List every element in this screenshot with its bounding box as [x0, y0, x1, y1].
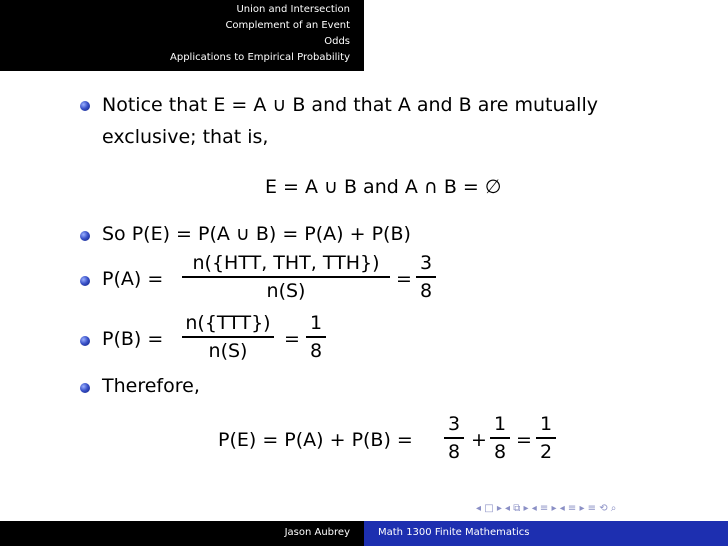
bullet3-fraction — [182, 252, 390, 302]
bullet-icon — [80, 383, 90, 393]
bullet-icon — [80, 231, 90, 241]
fraction-bar — [490, 437, 510, 439]
footer-bar — [0, 521, 728, 546]
display2-lhs: P(E) = P(A) + P(B) = — [218, 429, 413, 451]
section-link-complement[interactable]: Complement of an Event — [225, 20, 350, 31]
display2-f2-den: 8 — [493, 440, 507, 463]
bullet3-lhs: P(A) = — [102, 268, 164, 290]
footer-author: Jason Aubrey — [284, 527, 350, 538]
footer-author-box — [0, 521, 364, 546]
footer-course-box — [364, 521, 728, 546]
bullet4-lhs: P(B) = — [102, 328, 164, 350]
bullet4-result-num: 1 — [309, 312, 323, 334]
header-bar — [0, 0, 728, 71]
display2-fraction-3 — [536, 413, 556, 463]
display2-fraction-1 — [444, 413, 464, 463]
footer-course: Math 1300 Finite Mathematics — [378, 527, 530, 538]
bullet4-equals: = — [284, 328, 300, 350]
bullet-icon — [80, 276, 90, 286]
bullet4-result-den: 8 — [309, 339, 323, 362]
bullet4-fraction — [182, 312, 274, 362]
bullet4-numerator: n({TTT}) — [185, 312, 271, 334]
display2-equals: = — [516, 429, 532, 451]
fraction-bar — [182, 336, 274, 338]
section-link-empirical[interactable]: Applications to Empirical Probability — [170, 52, 350, 63]
display-equation-1: E = A ∪ B and A ∩ B = ∅ — [265, 176, 502, 198]
section-link-union-intersection[interactable]: Union and Intersection — [236, 4, 350, 15]
bullet4-result — [306, 312, 326, 362]
bullet3-result-den: 8 — [419, 279, 433, 302]
display2-f3-den: 2 — [539, 440, 553, 463]
display2-fraction-2 — [490, 413, 510, 463]
beamer-navigation-bar[interactable]: ◂ □ ▸ ◂ ⧉ ▸ ◂ ≡ ▸ ◂ ≡ ▸ ≡ ⟲ ⌕ — [476, 503, 617, 514]
bullet3-result — [416, 252, 436, 302]
fraction-bar — [444, 437, 464, 439]
bullet3-denominator: n(S) — [266, 279, 306, 302]
section-navigation — [0, 0, 364, 71]
bullet1-line1: Notice that E = A ∪ B and that A and B are mutually — [102, 94, 598, 116]
bullet3-result-num: 3 — [419, 252, 433, 274]
display2-f2-num: 1 — [493, 413, 507, 435]
fraction-bar — [416, 276, 436, 278]
fraction-bar — [182, 276, 390, 278]
display2-f1-num: 3 — [447, 413, 461, 435]
fraction-bar — [536, 437, 556, 439]
bullet2-equation: So P(E) = P(A ∪ B) = P(A) + P(B) — [102, 223, 411, 245]
header-blank — [364, 0, 728, 71]
bullet5-text: Therefore, — [102, 375, 200, 397]
display2-f1-den: 8 — [447, 440, 461, 463]
bullet-icon — [80, 336, 90, 346]
bullet1-line2: exclusive; that is, — [102, 126, 269, 148]
bullet-icon — [80, 101, 90, 111]
bullet4-denominator: n(S) — [208, 339, 248, 362]
fraction-bar — [306, 336, 326, 338]
bullet3-numerator: n({HTT, THT, TTH}) — [192, 252, 380, 274]
display2-plus: + — [471, 429, 487, 451]
section-link-odds[interactable]: Odds — [324, 36, 350, 47]
display2-f3-num: 1 — [539, 413, 553, 435]
bullet3-equals: = — [396, 268, 412, 290]
